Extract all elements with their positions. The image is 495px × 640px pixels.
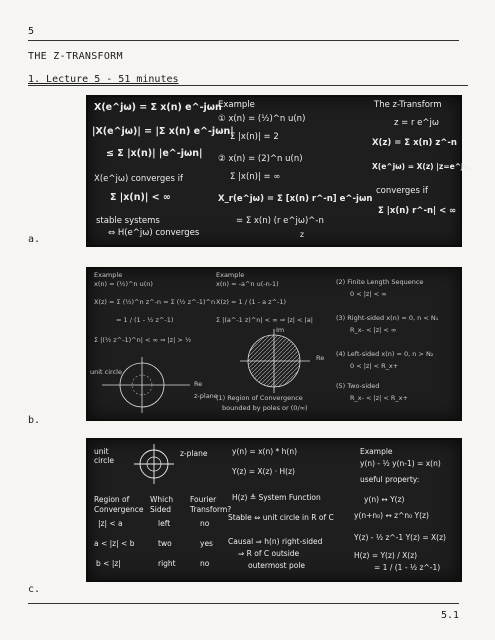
chalk-c-row3-side: right [158, 559, 176, 568]
chalk-a-c2-l1: Example [218, 100, 255, 110]
chalk-a-c2-l4: ② x(n) = (2)^n u(n) [218, 154, 303, 164]
board-b-label: b. [28, 415, 41, 426]
chalk-c-c1-l3: z-plane [180, 449, 208, 458]
lecture-heading: 1. Lecture 5 - 51 minutes [28, 74, 179, 85]
chalk-c-row1-side: left [158, 519, 171, 528]
chalk-a-c1-l1: X(e^jω) = Σ x(n) e^-jωn [94, 102, 222, 113]
chalk-b-c1-l2: x(n) = (½)^n u(n) [94, 280, 153, 288]
chalk-c-h6: Transform? [190, 505, 232, 514]
chalk-c-c1-l1: unit [94, 447, 109, 456]
chalk-c-h2: Convergence [94, 505, 144, 514]
chalk-c-c2-l7: outermost pole [248, 561, 306, 570]
chalk-c-h4: Sided [150, 505, 171, 514]
chalk-c-c2-l2: Y(z) = X(z) · H(z) [232, 467, 295, 476]
chalk-c-row1-roc: |z| < a [98, 519, 123, 528]
chalk-a-c1-l5: Σ |x(n)| < ∞ [110, 192, 171, 203]
chalk-c-c3-l4: y(n) ↔ Y(z) [364, 495, 405, 504]
chalk-c-c3-l8: = 1 / (1 - ½ z^-1) [374, 563, 441, 572]
chalk-a-c1-l6: stable systems [96, 216, 160, 226]
chalk-a-c1-l7: ⇔ H(e^jω) converges [108, 228, 200, 238]
chalk-a-c3-l5: converges if [376, 186, 428, 196]
chalk-a-c1-l4: X(e^jω) converges if [94, 174, 183, 184]
chalk-a-c3-l4: X(e^jω) = X(z) |z=e^jω [372, 162, 471, 171]
chalk-a-c3-l1: The z-Transform [374, 100, 442, 110]
page-title: THE Z-TRANSFORM [28, 51, 123, 62]
page-number: 5 [28, 26, 35, 37]
chalk-c-c3-l1: Example [360, 447, 393, 456]
chalk-c-row3-roc: b < |z| [96, 559, 121, 568]
chalk-b-c1-l8: z-plane [194, 392, 218, 400]
chalk-c-row2-side: two [158, 539, 172, 548]
chalk-c-row2-roc: a < |z| < b [94, 539, 135, 548]
chalk-c-c3-l6: Y(z) - ½ z^-1 Y(z) = X(z) [354, 533, 446, 542]
chalk-c-c2-l5: Causal ⇒ h(n) right-sided [228, 537, 323, 546]
board-a [86, 95, 471, 247]
z-plane-diagram-b2 [238, 327, 312, 393]
chalk-a-c3-l2: z = r e^jω [394, 118, 440, 128]
chalk-b-c3-l6: 0 < |z| < R_x+ [350, 362, 399, 370]
board-a-label: a. [28, 234, 41, 245]
chalk-a-c1-l3: ≤ Σ |x(n)| |e^-jωn| [106, 148, 203, 159]
chalk-c-row3-ft: no [200, 559, 210, 568]
chalk-b-c2-l7: (1) Region of Convergence [216, 394, 303, 402]
chalk-c-c3-l2: y(n) - ½ y(n-1) = x(n) [360, 459, 441, 468]
chalk-b-c2-l5: Im [276, 326, 285, 334]
board-c-label: c. [28, 584, 41, 595]
chalk-b-c2-l8: bounded by poles or (0/∞) [222, 404, 308, 412]
chalk-c-row1-ft: no [200, 519, 210, 528]
chalk-c-c2-l1: y(n) = x(n) * h(n) [232, 447, 298, 456]
chalk-a-c2-l6: X_r(e^jω) = Σ [x(n) r^-n] e^-jωn [218, 194, 373, 204]
chalk-c-h1: Region of [94, 495, 130, 504]
chalk-c-c3-l7: H(z) = Y(z) / X(z) [354, 551, 418, 560]
chalk-b-c1-l1: Example [94, 271, 123, 279]
chalk-a-c3-l3: X(z) = Σ x(n) z^-n [372, 138, 457, 148]
chalk-c-c3-l3: useful property: [360, 475, 420, 484]
chalk-a-c2-l3: Σ |x(n)| = 2 [230, 132, 279, 142]
chalk-a-c2-l8: z [300, 230, 304, 239]
page-footer: 5.1 [440, 610, 459, 621]
lecture-rule [28, 85, 468, 86]
chalk-b-c1-l3: X(z) = Σ (½)^n z^-n = Σ (½ z^-1)^n [94, 298, 216, 306]
chalk-b-c3-l8: R_x- < |z| < R_x+ [350, 394, 408, 402]
chalk-b-c3-l3: (3) Right-sided x(n) = 0, n < N₁ [336, 314, 439, 322]
header-rule [28, 40, 459, 41]
chalk-b-c2-l1: Example [216, 271, 245, 279]
z-plane-diagram-c [132, 444, 176, 484]
chalk-b-c2-l3: X(z) = 1 / (1 - a z^-1) [216, 298, 287, 306]
chalk-c-c2-l3: H(z) ≜ System Function [232, 493, 321, 502]
chalk-c-h3: Which [150, 495, 174, 504]
chalk-b-c2-l2: x(n) = -a^n u(-n-1) [216, 280, 279, 288]
chalk-a-c2-l2: ① x(n) = (½)^n u(n) [218, 114, 306, 124]
chalk-a-c3-l6: Σ |x(n) r^-n| < ∞ [378, 206, 457, 216]
chalk-c-c2-l6: ⇒ R of C outside [238, 549, 300, 558]
chalk-a-c1-l2: |X(e^jω)| = |Σ x(n) e^-jωn| [92, 126, 234, 137]
footer-rule [28, 603, 459, 604]
chalk-b-c1-l6: unit circle [90, 368, 122, 376]
chalk-b-c3-l7: (5) Two-sided [336, 382, 380, 390]
chalk-b-c1-l5: Σ |(½ z^-1)^n| < ∞ ⇒ |z| > ½ [94, 336, 192, 344]
chalk-a-c2-l5: Σ |x(n)| = ∞ [230, 172, 281, 182]
chalk-b-c2-l6: Re [316, 354, 325, 362]
chalk-b-c2-l4: Σ |(a^-1 z)^n| < ∞ ⇒ |z| < |a| [216, 316, 313, 324]
chalk-c-c1-l2: circle [94, 456, 114, 465]
chalk-a-c2-l7: = Σ x(n) (r e^jω)^-n [236, 216, 324, 226]
chalk-c-c3-l5: y(n+n₀) ↔ z^n₀ Y(z) [354, 511, 429, 520]
chalk-b-c3-l2: 0 < |z| < ∞ [350, 290, 387, 298]
chalk-c-h5: Fourier [190, 495, 217, 504]
chalk-c-c2-l4: Stable ⇔ unit circle in R of C [228, 513, 334, 522]
chalk-b-c1-l7: Re [194, 380, 203, 388]
board-b [86, 267, 462, 421]
chalk-c-row2-ft: yes [200, 539, 213, 548]
z-plane-diagram-b1 [102, 355, 192, 413]
chalk-b-c3-l1: (2) Finite Length Sequence [336, 278, 424, 286]
chalk-b-c1-l4: = 1 / (1 - ½ z^-1) [116, 316, 174, 324]
chalk-b-c3-l4: R_x- < |z| < ∞ [350, 326, 397, 334]
board-c [86, 438, 462, 582]
chalk-b-c3-l5: (4) Left-sided x(n) = 0, n > N₂ [336, 350, 434, 358]
